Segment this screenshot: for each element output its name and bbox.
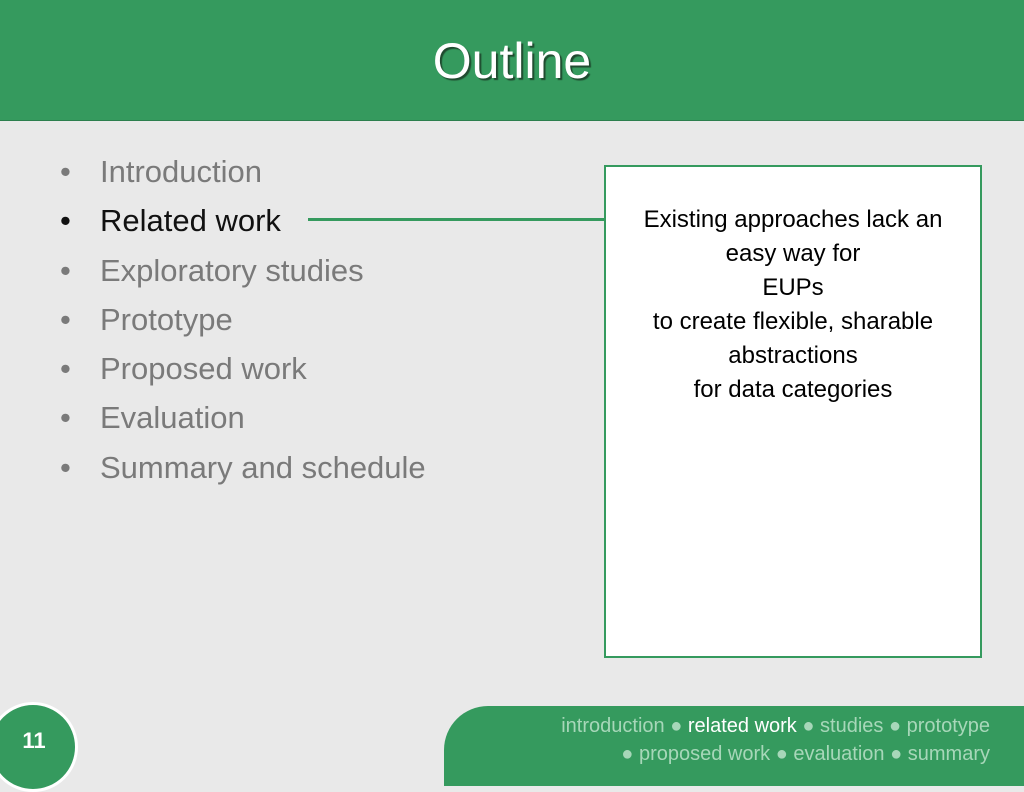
callout-line: to create flexible, sharable [652, 308, 934, 335]
footer-nav-studies: studies [820, 715, 884, 737]
footer-nav-summary: summary [907, 743, 990, 765]
footer-nav-proposed-work: proposed work [638, 743, 771, 765]
callout-line: easy way for [725, 240, 861, 267]
footer-nav-prototype: prototype [906, 715, 990, 737]
separator-icon: ● [775, 743, 788, 765]
outline-item-label: Proposed work [100, 351, 307, 387]
outline-item-label: Introduction [100, 154, 262, 189]
callout-text [606, 203, 980, 407]
page-number: 11 [22, 728, 46, 753]
footer-nav [561, 712, 990, 768]
outline-item-label: Evaluation [100, 400, 245, 436]
bullet-icon: • [60, 252, 71, 288]
slide-title: Outline [432, 33, 592, 89]
footer-nav-line-2 [561, 740, 990, 768]
outline-item-label: Related work [100, 203, 281, 239]
footer-nav-line-1 [561, 712, 990, 740]
outline-list [60, 149, 426, 494]
outline-item-evaluation [60, 395, 426, 444]
bullet-icon: • [60, 400, 71, 436]
outline-item-exploratory-studies [60, 248, 426, 297]
callout-box [604, 165, 982, 658]
outline-item-label: Prototype [100, 301, 233, 337]
separator-icon: ● [802, 715, 815, 737]
footer-nav-introduction: introduction [561, 715, 665, 737]
callout-line: for data categories [693, 376, 893, 403]
bullet-icon: • [60, 154, 71, 189]
footer-nav-evaluation: evaluation [793, 743, 885, 765]
footer-nav-related-work: related work [687, 715, 797, 737]
separator-icon: ● [670, 715, 683, 737]
bullet-icon: • [60, 203, 71, 239]
separator-icon: ● [888, 715, 902, 737]
outline-item-related-work [60, 198, 426, 247]
outline-item-label: Summary and schedule [100, 449, 426, 485]
outline-item-prototype [60, 297, 426, 346]
outline-item-proposed-work [60, 346, 426, 395]
callout-line: Existing approaches lack an [643, 206, 943, 233]
callout-line: EUPs [762, 274, 824, 301]
bullet-icon: • [60, 449, 71, 485]
callout-line: abstractions [728, 342, 858, 369]
outline-item-summary [60, 445, 426, 494]
callout-connector-line [308, 218, 606, 221]
outline-item-introduction [60, 149, 426, 198]
separator-icon: ● [621, 743, 634, 765]
outline-item-label: Exploratory studies [100, 252, 364, 288]
bullet-icon: • [60, 351, 71, 387]
separator-icon: ● [890, 743, 903, 765]
bullet-icon: • [60, 301, 71, 337]
